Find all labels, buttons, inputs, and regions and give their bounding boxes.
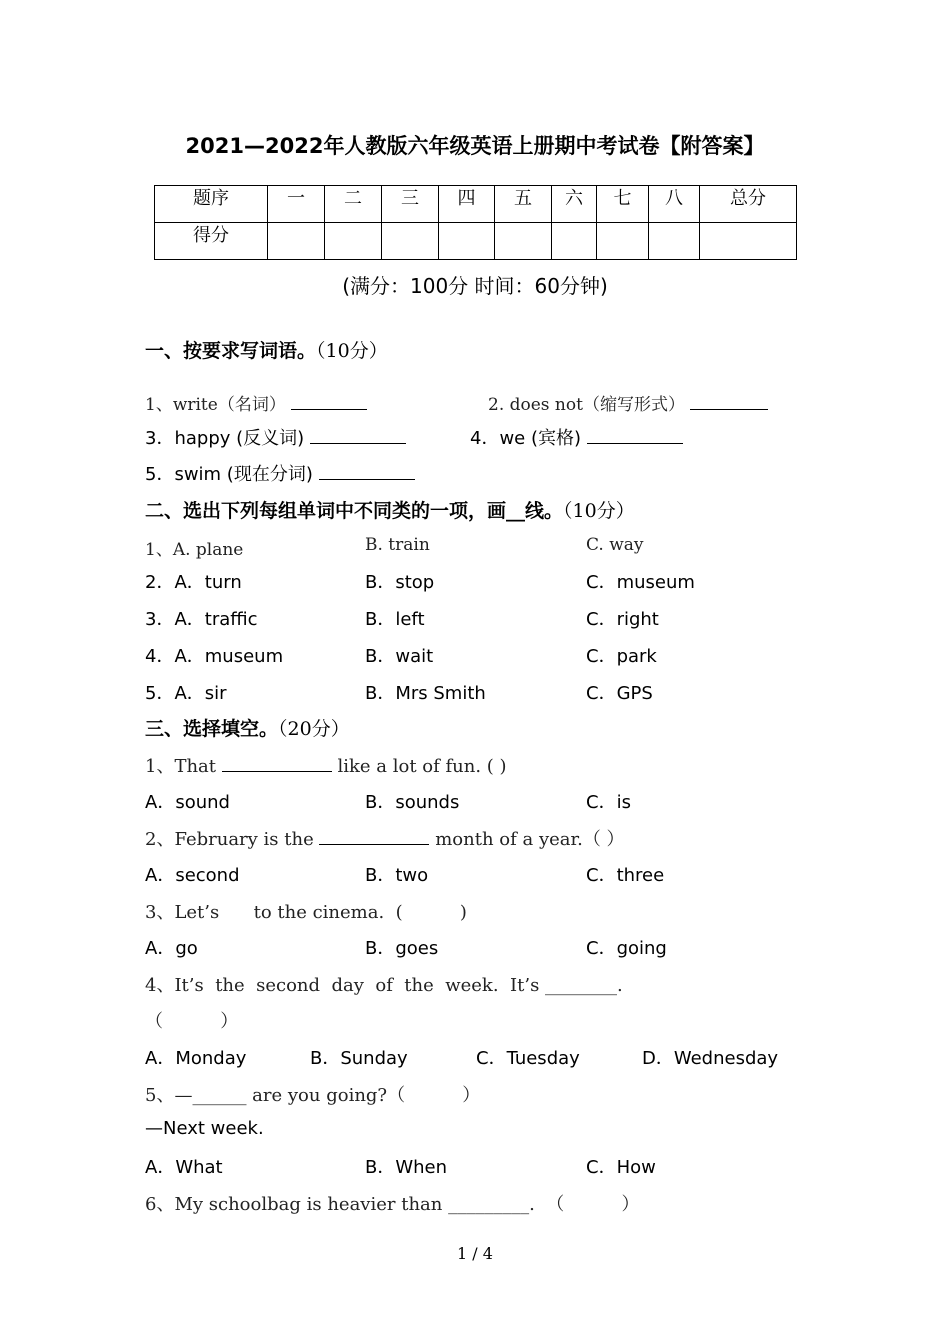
option-2-1-c[interactable]: C. way — [586, 535, 644, 555]
question-1-4 — [470, 424, 683, 450]
score-cell[interactable] — [439, 223, 495, 260]
option-2-3-a[interactable]: 3．A．traffic — [145, 609, 258, 630]
answer-blank[interactable] — [690, 391, 768, 410]
answer-blank[interactable] — [222, 753, 332, 772]
section-3-points: （20分） — [278, 718, 350, 740]
option-2-4-a[interactable]: 4．A．museum — [145, 646, 284, 667]
option-2-5-b[interactable]: B．Mrs Smith — [365, 683, 486, 704]
option-2-2-c[interactable]: C．museum — [586, 572, 695, 593]
option-3-1-b[interactable]: B．sounds — [365, 792, 460, 813]
option-3-5-c[interactable]: C．How — [586, 1157, 656, 1178]
score-cell[interactable] — [700, 223, 797, 260]
section-1-title: 一、按要求写词语。 — [145, 340, 317, 362]
question-text: 3．happy (反义词) — [145, 428, 305, 449]
option-2-1-a[interactable]: 1、A. plane — [145, 540, 244, 560]
option-3-3-a[interactable]: A．go — [145, 938, 198, 959]
question-3-3: 3、Let’s to the cinema. ( ) — [145, 902, 467, 923]
score-row-label: 得分 — [155, 223, 268, 260]
answer-blank[interactable] — [291, 391, 367, 410]
section-1-points: （10分） — [316, 340, 388, 362]
score-header-cell: 七 — [597, 186, 649, 223]
question-text: 1、write（名词） — [145, 395, 286, 415]
option-2-1-b[interactable]: B. train — [365, 535, 430, 555]
option-3-3-b[interactable]: B．goes — [365, 938, 439, 959]
score-header-cell: 八 — [649, 186, 700, 223]
question-3-4: 4、It’s the second day of the week. It’s ________. — [145, 975, 623, 996]
option-3-1-c[interactable]: C．is — [586, 792, 631, 813]
option-3-1-a[interactable]: A．sound — [145, 792, 230, 813]
option-3-2-a[interactable]: A．second — [145, 865, 240, 886]
question-3-1 — [145, 752, 507, 778]
question-text: 1、That — [145, 756, 217, 777]
score-cell[interactable] — [649, 223, 700, 260]
score-table-score-row — [155, 223, 797, 260]
option-3-4-d[interactable]: D．Wednesday — [642, 1048, 779, 1069]
option-2-5-c[interactable]: C．GPS — [586, 683, 653, 704]
question-3-5-reply: —Next week. — [145, 1118, 264, 1139]
page-title: 2021—2022年人教版六年级英语上册期中考试卷【附答案】 — [185, 134, 765, 158]
option-3-3-c[interactable]: C．going — [586, 938, 667, 959]
question-3-6: 6、My schoolbag is heavier than _________. （ ） — [145, 1194, 640, 1215]
full-score-time: (满分：100分 时间：60分钟) — [342, 274, 608, 298]
score-header-cell: 二 — [325, 186, 382, 223]
score-table — [154, 185, 797, 260]
score-header-cell: 题序 — [155, 186, 268, 223]
answer-blank[interactable] — [319, 461, 415, 480]
score-cell[interactable] — [597, 223, 649, 260]
answer-blank[interactable] — [319, 826, 429, 845]
option-3-4-a[interactable]: A．Monday — [145, 1048, 247, 1069]
score-table-header-row — [155, 186, 797, 223]
option-2-3-c[interactable]: C．right — [586, 609, 659, 630]
question-1-2 — [488, 390, 768, 415]
section-1-heading — [145, 336, 388, 363]
section-2-title: 二、选出下列每组单词中不同类的一项，画__线。 — [145, 500, 564, 522]
score-cell[interactable] — [268, 223, 325, 260]
option-2-2-b[interactable]: B．stop — [365, 572, 435, 593]
option-2-5-a[interactable]: 5．A．sir — [145, 683, 227, 704]
question-text: 2、February is the — [145, 829, 314, 850]
score-cell[interactable] — [495, 223, 552, 260]
score-header-cell: 一 — [268, 186, 325, 223]
score-header-cell: 三 — [382, 186, 439, 223]
question-text: 2. does not（缩写形式） — [488, 395, 685, 415]
option-2-2-a[interactable]: 2．A．turn — [145, 572, 242, 593]
option-2-4-c[interactable]: C．park — [586, 646, 657, 667]
option-3-5-a[interactable]: A．What — [145, 1157, 223, 1178]
question-1-3 — [145, 424, 406, 450]
section-3-title: 三、选择填空。 — [145, 718, 279, 740]
score-header-cell: 四 — [439, 186, 495, 223]
section-2-heading — [145, 496, 635, 523]
score-header-cell: 六 — [552, 186, 597, 223]
score-cell[interactable] — [552, 223, 597, 260]
question-1-5 — [145, 460, 415, 486]
answer-blank[interactable] — [587, 425, 683, 444]
score-header-cell: 五 — [495, 186, 552, 223]
score-cell[interactable] — [325, 223, 382, 260]
question-text: month of a year.（ ） — [435, 829, 625, 850]
option-3-2-c[interactable]: C．three — [586, 865, 665, 886]
question-3-5: 5、—______ are you going?（ ） — [145, 1085, 481, 1106]
option-3-5-b[interactable]: B．When — [365, 1157, 448, 1178]
option-3-4-b[interactable]: B．Sunday — [310, 1048, 408, 1069]
answer-blank[interactable] — [310, 425, 406, 444]
question-1-1 — [145, 390, 367, 415]
option-3-2-b[interactable]: B．two — [365, 865, 429, 886]
option-3-4-c[interactable]: C．Tuesday — [476, 1048, 580, 1069]
score-header-cell: 总分 — [700, 186, 797, 223]
section-3-heading — [145, 714, 350, 741]
question-3-2 — [145, 825, 625, 851]
page-number: 1 / 4 — [457, 1244, 493, 1263]
option-2-3-b[interactable]: B．left — [365, 609, 425, 630]
question-3-4-paren: （ ） — [145, 1011, 239, 1032]
question-text: 4．we (宾格) — [470, 428, 582, 449]
question-text: like a lot of fun. ( ) — [337, 756, 507, 777]
option-2-4-b[interactable]: B．wait — [365, 646, 434, 667]
score-cell[interactable] — [382, 223, 439, 260]
question-text: 5．swim (现在分词) — [145, 464, 313, 485]
section-2-points: （10分） — [563, 500, 635, 522]
